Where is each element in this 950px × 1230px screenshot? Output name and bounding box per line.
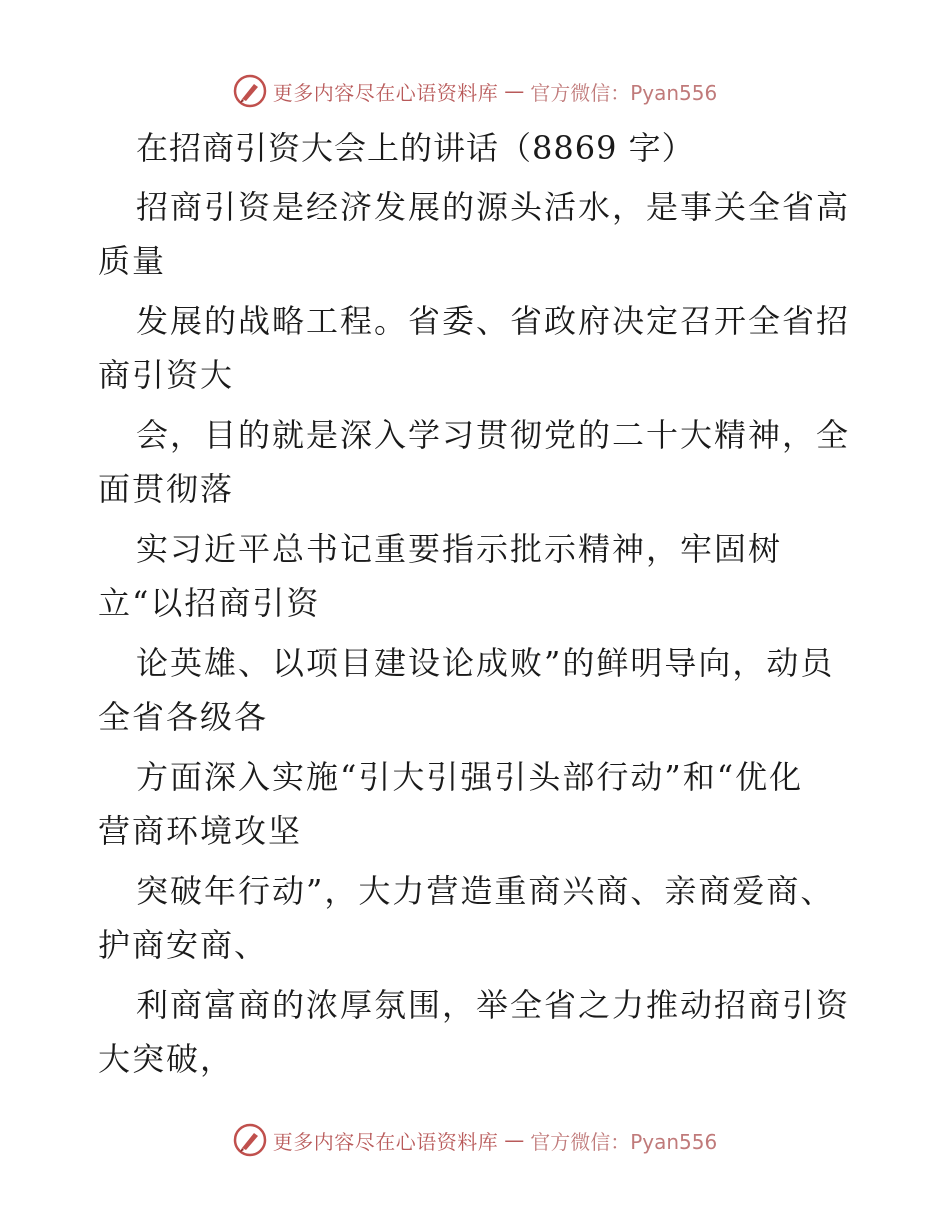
paragraph bbox=[98, 750, 858, 858]
watermark-contact: 官方微信：Pyan556 bbox=[530, 80, 718, 105]
paragraph-line-wrap: 商引资大 bbox=[98, 356, 235, 394]
paragraph-line-wrap: 全省各级各 bbox=[98, 698, 269, 736]
paragraph-line: 方面深入实施“引大引强引头部行动”和“优化 bbox=[136, 758, 804, 796]
watermark-separator: — bbox=[504, 1128, 525, 1152]
paragraph-line-wrap: 护商安商、 bbox=[98, 926, 269, 964]
header-watermark bbox=[0, 71, 950, 111]
paragraph-line: 发展的战略工程。省委、省政府决定召开全省招 bbox=[136, 302, 851, 340]
paragraph-line: 突破年行动”，大力营造重商兴商、亲商爱商、 bbox=[136, 872, 835, 910]
paragraph-line: 实习近平总书记重要指示批示精神，牢固树 bbox=[136, 530, 783, 568]
paragraph bbox=[98, 978, 858, 1086]
document-title: 在招商引资大会上的讲话（8869 字） bbox=[136, 129, 695, 167]
pen-logo-icon bbox=[233, 74, 267, 108]
paragraph bbox=[98, 522, 858, 630]
paragraph-line: 会，目的就是深入学习贯彻党的二十大精神，全 bbox=[136, 416, 851, 454]
watermark-text: 更多内容尽在心语资料库 bbox=[272, 1129, 499, 1154]
paragraph-line: 利商富商的浓厚氛围，举全省之力推动招商引资 bbox=[136, 986, 851, 1024]
paragraph-line-wrap: 质量 bbox=[98, 242, 167, 280]
document-body bbox=[98, 122, 858, 1086]
watermark-contact: 官方微信：Pyan556 bbox=[530, 1129, 718, 1154]
watermark-separator: — bbox=[504, 79, 525, 103]
paragraph-line-wrap: 立“以招商引资 bbox=[98, 584, 321, 622]
paragraph-line-wrap: 面贯彻落 bbox=[98, 470, 235, 508]
paragraph bbox=[98, 636, 858, 744]
paragraph-line-wrap: 大突破， bbox=[98, 1040, 235, 1078]
paragraph bbox=[98, 408, 858, 516]
paragraph-line: 招商引资是经济发展的源头活水，是事关全省高 bbox=[136, 188, 851, 226]
paragraph-line: 论英雄、以项目建设论成败”的鲜明导向，动员 bbox=[136, 644, 835, 682]
paragraph bbox=[98, 864, 858, 972]
paragraph bbox=[98, 294, 858, 402]
paragraph bbox=[98, 180, 858, 288]
watermark-text: 更多内容尽在心语资料库 bbox=[272, 80, 499, 105]
paragraph-line-wrap: 营商环境攻坚 bbox=[98, 812, 303, 850]
pen-logo-icon bbox=[233, 1123, 267, 1157]
footer-watermark bbox=[0, 1120, 950, 1160]
